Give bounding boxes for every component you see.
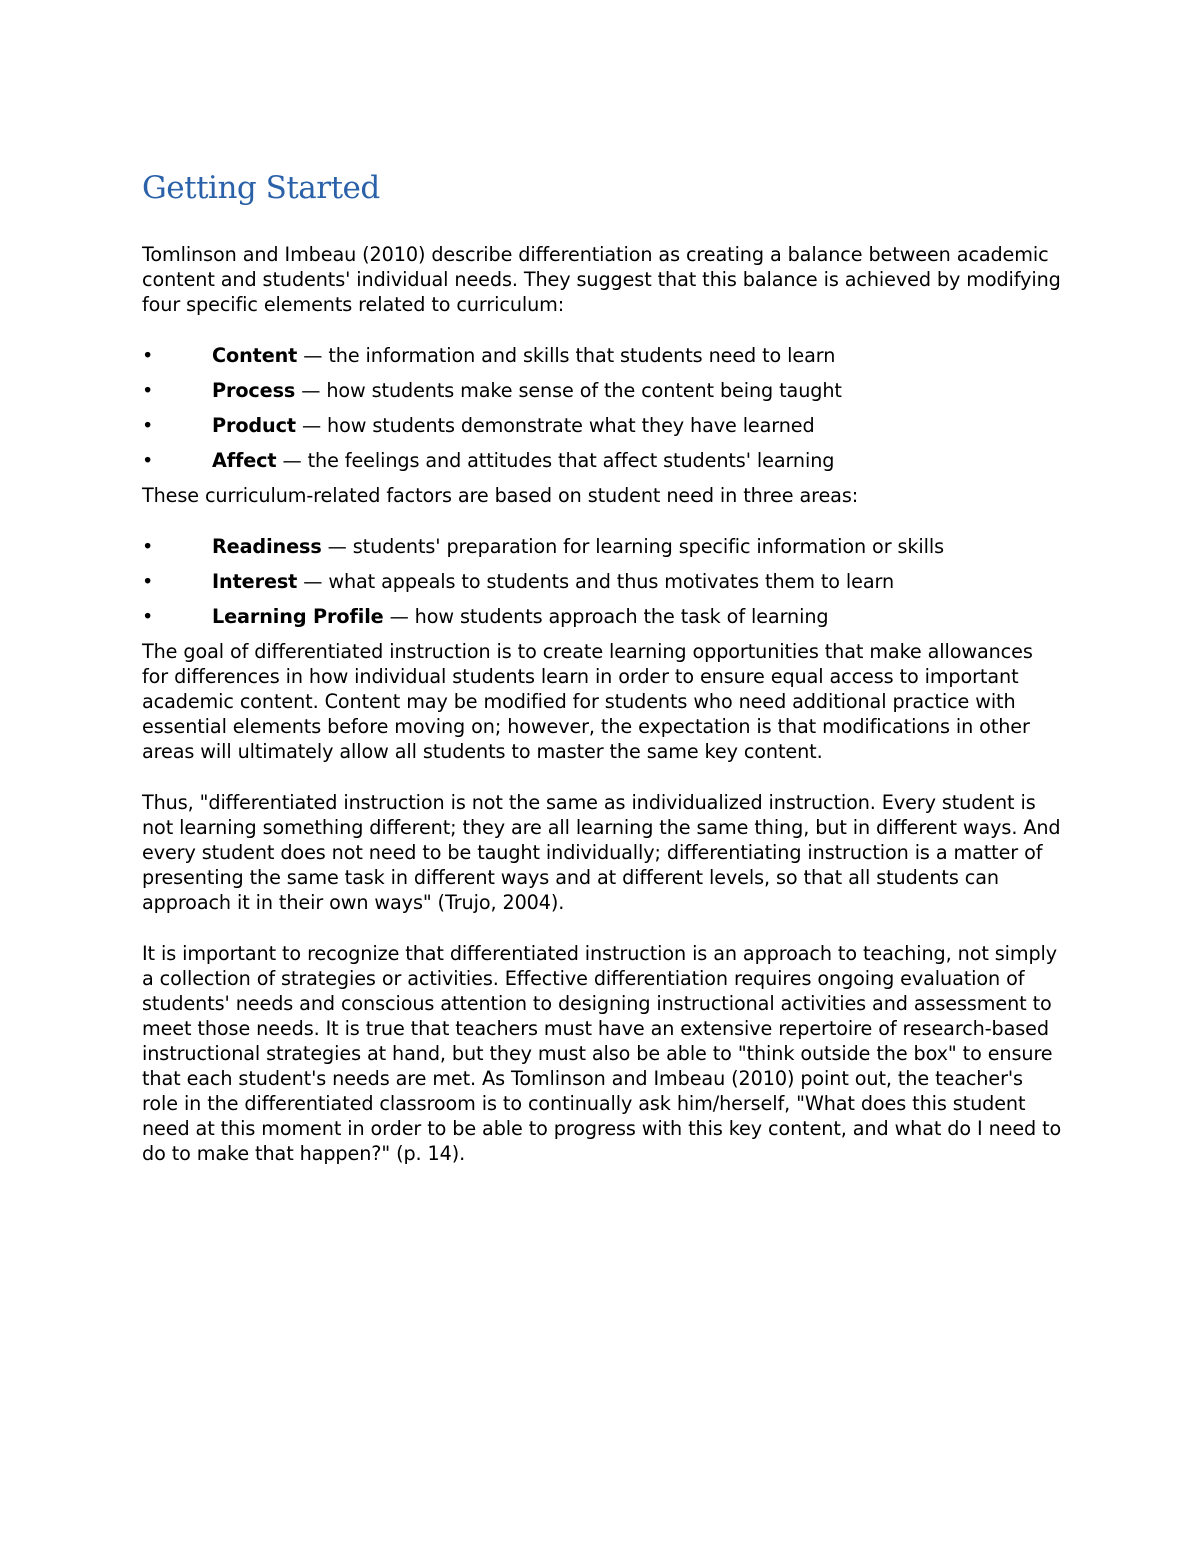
list-item-term: Affect [212, 449, 277, 472]
list-item-desc: — how students demonstrate what they have learned [295, 414, 815, 437]
list-item-desc: — students' preparation for learning specific information or skills [321, 535, 944, 558]
curriculum-elements-list [142, 343, 1062, 483]
list-item-content [142, 343, 1062, 378]
bullet-icon: • [142, 344, 154, 367]
page-title: Getting Started [142, 170, 380, 206]
list-item-affect [142, 448, 1062, 483]
list-item-product [142, 413, 1062, 448]
bullet-icon: • [142, 570, 154, 593]
approach-paragraph: It is important to recognize that differentiated instruction is an approach to teaching, not simply a collection of strategies or activities. Effective differentiation requires ongoing evaluation of students' needs and conscious attention to designing instructional activities and assessment to meet those needs. It is true that teachers must have an extensive repertoire of research-based instructional strategies at hand, but they must also be able to "think outside the box" to ensure that each student's needs are met. As Tomlinson and Imbeau (2010) point out, the teacher's role in the differentiated classroom is to continually ask him/herself, "What does this student need at this moment in order to be able to progress with this key content, and what do I need to do to make that happen?" (p. 14). [142, 942, 1062, 1165]
list-item-term: Learning Profile [212, 605, 384, 628]
document-page [142, 168, 1062, 1166]
intro-paragraph: Tomlinson and Imbeau (2010) describe differentiation as creating a balance between academic content and students' individual needs. They suggest that this balance is achieved by modifying four specific elements related to curriculum: [142, 243, 1061, 316]
bullet-icon: • [142, 414, 154, 437]
list-item-interest [142, 569, 1062, 604]
list-item-process [142, 378, 1062, 413]
factors-intro-paragraph: These curriculum-related factors are based on student need in three areas: [142, 484, 859, 507]
bullet-icon: • [142, 605, 154, 628]
bullet-icon: • [142, 449, 154, 472]
bullet-icon: • [142, 379, 154, 402]
list-item-desc: — the information and skills that students need to learn [297, 344, 836, 367]
list-item-readiness [142, 534, 1062, 569]
trujo-quote-paragraph: Thus, "differentiated instruction is not the same as individualized instruction. Every student is not learning something different; they are all learning the same thing, but in different ways. And every student does not need to be taught individually; differentiating instruction is a matter of presenting the same task in different ways and at different levels, so that all students can approach it in their own ways" (Trujo, 2004). [142, 791, 1061, 914]
list-item-term: Readiness [212, 535, 322, 558]
list-item-desc: — the feelings and attitudes that affect students' learning [276, 449, 835, 472]
list-item-term: Interest [212, 570, 298, 593]
list-item-term: Content [212, 344, 298, 367]
list-item-desc: — how students approach the task of learning [383, 605, 829, 628]
need-areas-list [142, 534, 1062, 639]
list-item-term: Product [212, 414, 296, 437]
goal-paragraph: The goal of differentiated instruction is to create learning opportunities that make allowances for differences in how individual students learn in order to ensure equal access to important academic content. Content may be modified for students who need additional practice with essential elements before moving on; however, the expectation is that modifications in other areas will ultimately allow all students to master the same key content. [142, 640, 1033, 763]
bullet-icon: • [142, 535, 154, 558]
list-item-term: Process [212, 379, 296, 402]
list-item-desc: — what appeals to students and thus motivates them to learn [297, 570, 895, 593]
list-item-learning-profile [142, 604, 1062, 639]
list-item-desc: — how students make sense of the content being taught [295, 379, 842, 402]
